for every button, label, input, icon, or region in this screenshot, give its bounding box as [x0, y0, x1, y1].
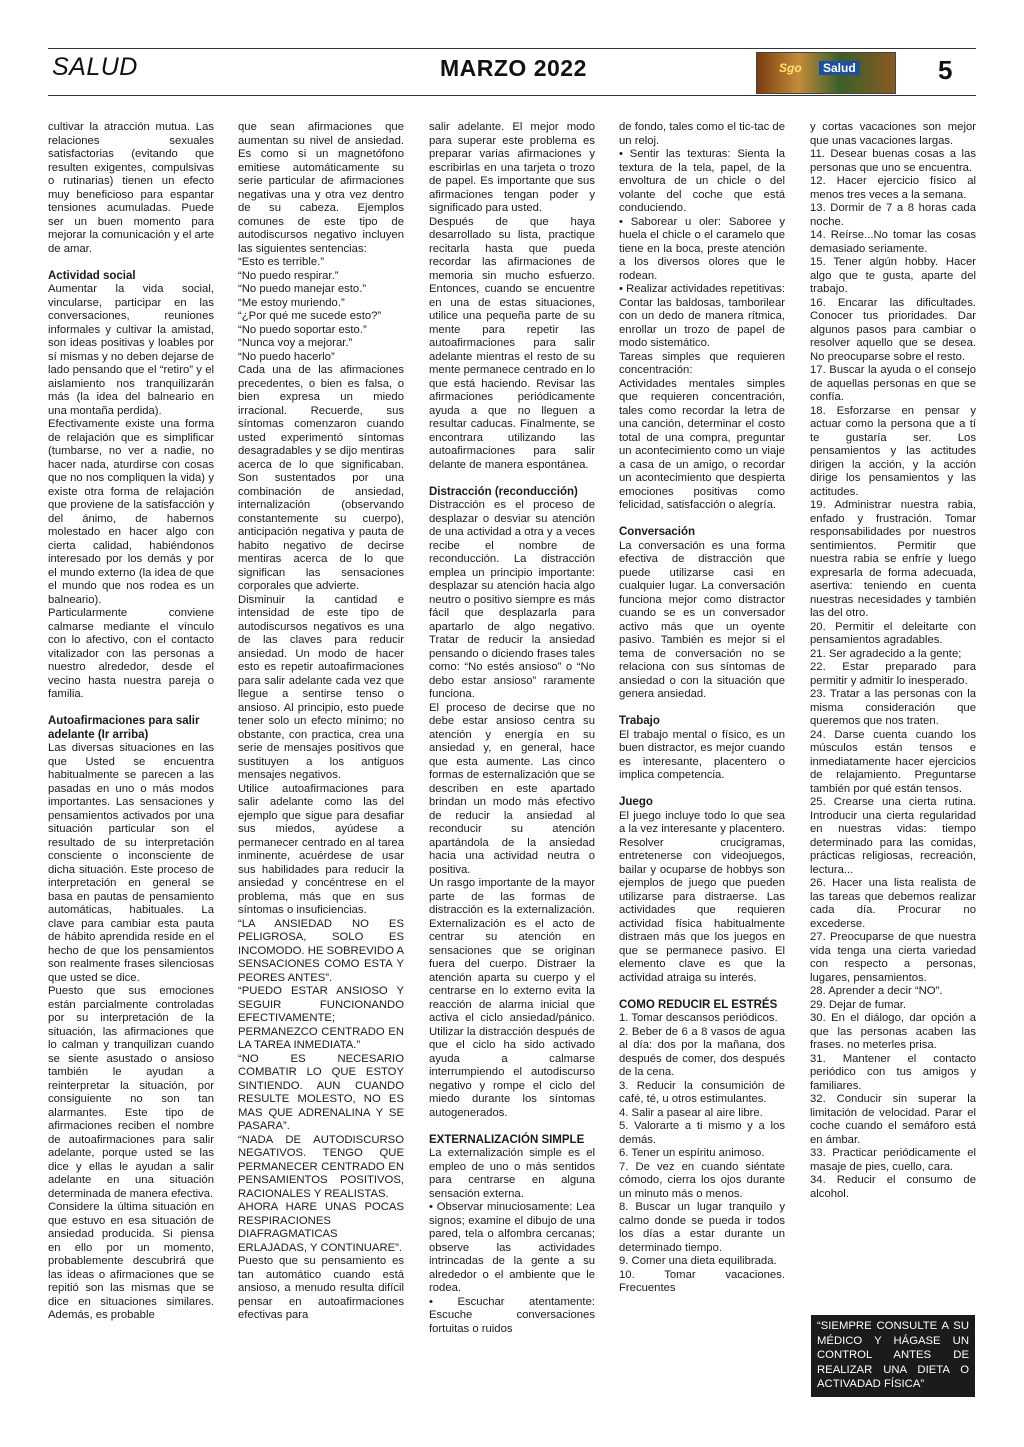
paragraph: y cortas vacaciones son mejor que unas vacaciones largas. [810, 121, 976, 147]
advice-callout-box: “SIEMPRE CONSULTE A SU MÉDICO Y HÁGASE UN CONTROL ANTES DE REALIZAR UNA DIETA O ACTIVADAD FÍSICA” [811, 1315, 975, 1397]
paragraph: 27. Preocuparse de que nuestra vida tenga una cierta variedad con respecto a personas, lugares, pensamientos. [810, 931, 976, 984]
logo-text-right: Salud [819, 61, 860, 75]
paragraph: cultivar la atracción mutua. Las relaciones sexuales satisfactorias (evitando que resulten exigentes, compulsivas o rutinarias) tienen un efecto muy beneficioso para espantar tensiones acumuladas. Puede ser un buen momento para mejorar la comunicación y el arte de amar. [48, 121, 214, 255]
paragraph: 19. Administrar nuestra rabia, enfado y frustración. Tomar responsabilidades por nuestros sentimientos. Permitir que nuestra rabia se enfríe y luego expresarla de forma adecuada, asertiva: teniendo en cuenta nuestras necesidades y también las del otro. [810, 499, 976, 619]
paragraph: que sean afirmaciones que aumentan su nivel de ansiedad. Es como si un magnetófono emitiese automáticamente su serie particular de afirmaciones negativas una y otra vez dentro de su cabeza. Ejemplos comunes de este tipo de autodiscursos negativo incluyen las siguientes sentencias: [238, 121, 404, 255]
paragraph: 6. Tener un espíritu animoso. [619, 1147, 765, 1159]
paragraph-spacer [48, 702, 214, 716]
paragraph: Actividades mentales simples que requieren concentración, tales como recordar la letra de una canción, determinar el costo total de una compra, preguntar un acontecimiento como un viaje a casa de un amigo, o recordar un acontecimiento que despierta emociones positivas como felicidad, satisfacción o alegría. [619, 377, 785, 511]
article-column-3 [429, 121, 595, 1336]
paragraph: Aumentar la vida social, vincularse, participar en las conversaciones, reuniones informales y cultivar la amistad, son ideas positivas y loables por sí mismas y no deben dejarse de lado pensando que el “retiro” y el aislamiento nos tranquilizarán más (la idea del balneario en una montaña perdida). [48, 283, 214, 417]
section-heading: EXTERNALIZACIÓN SIMPLE [429, 1133, 585, 1146]
section-heading: Conversación [619, 526, 696, 538]
paragraph: 24. Darse cuenta cuando los músculos están tensos e inmediatamente hacer ejercicios de relajamiento. Preguntarse también por qué están tensos. [810, 728, 976, 795]
paragraph: 28. Aprender a decir “NO”. [810, 985, 943, 997]
paragraph: 26. Hacer una lista realista de las tareas que debemos realizar cada día. Procurar no excederse. [810, 877, 976, 930]
paragraph: Después de que haya desarrollado su lista, practique recitarla hasta que pueda recordar las afirmaciones de memoria sin mucho esfuerzo. Entonces, cuando se encuentre en una de estas situaciones, utilice una pequeña parte de su mente para repetir las autoafirmaciones para salir adelante mientras el resto de su mente permanece centrado en lo que está haciendo. Revisar las afirmaciones periódicamente ayuda a que no lleguen a resultar caducas. Finalmente, se encontrara utilizando las autoafirmaciones para salir delante de manera espontánea. [429, 215, 595, 471]
paragraph: Considere la última situación en que estuvo en esa situación de ansiedad producida. Si piensa en ello por un momento, probablemente descubrirá que las ideas o afirmaciones que se repitió son las mismas que se dice en situaciones similares. Además, es probable [48, 1201, 214, 1321]
paragraph: “Esto es terrible.” [238, 256, 325, 268]
paragraph: • Realizar actividades repetitivas: Contar las baldosas, tamborilear con un dedo de manera rítmica, enrollar un trozo de papel de modo sistemático. [619, 283, 785, 349]
paragraph: 34. Reducir el consumo de alcohol. [810, 1174, 976, 1200]
paragraph: “PUEDO ESTAR ANSIOSO Y SEGUIR FUNCIONANDO EFECTIVAMENTE; PERMANEZCO CENTRADO EN LA TAREA INMEDIATA.” [238, 985, 404, 1051]
paragraph: Puesto que su pensamiento es tan automático cuando está ansioso, a menudo resulta difícil pensar en autoafirmaciones efectivas para [238, 1255, 404, 1321]
paragraph: “Nunca voy a mejorar.” [238, 337, 353, 349]
paragraph: La conversación es una forma efectiva de distracción que puede utilizarse casi en cualquier lugar. La conversación funciona mejor como distractor cuando se es un conversador activo más que un oyente pasivo. También es mejor si el tema de conversación no se relaciona con sus síntomas de ansiedad o con la situación que genera ansiedad. [619, 539, 785, 700]
paragraph: 12. Hacer ejercicio físico al menos tres veces a la semana. [810, 175, 976, 201]
section-heading: Autoafirmaciones para salir adelante (Ir arriba) [48, 715, 200, 741]
paragraph: 17. Buscar la ayuda o el consejo de aquellas personas en que se confía. [810, 364, 976, 403]
paragraph-spacer [619, 783, 785, 797]
article-column-2 [238, 121, 404, 1323]
section-heading: Actividad social [48, 269, 136, 282]
paragraph: “No puedo hacerlo” [238, 350, 335, 363]
section-heading: COMO REDUCIR EL ESTRÉS [619, 998, 778, 1011]
paragraph-spacer [619, 513, 785, 527]
paragraph: 3. Reducir la consumición de café, té, u otros estimulantes. [619, 1079, 785, 1105]
paragraph: 11. Desear buenas cosas a las personas que uno se encuentra. [810, 148, 976, 174]
paragraph: de fondo, tales como el tic-tac de un reloj. [619, 121, 785, 147]
page-header [48, 48, 976, 96]
paragraph: Particularmente conviene calmarse mediante el vínculo con lo afectivo, con el contacto vitalizador con las personas a nuestro alrededor, desde el vecino hasta nuestra pareja o familia. [48, 607, 214, 700]
paragraph: salir adelante. El mejor modo para superar este problema es preparar varias afirmaciones y escribirlas en una tarjeta o trozo de papel. Es importante que sus afirmaciones tengan poder y significado para usted. [429, 121, 595, 214]
paragraph: 4. Salir a pasear al aire libre. [619, 1106, 763, 1119]
paragraph: • Escuchar atentamente: Escuche conversaciones fortuitas o ruidos [429, 1295, 595, 1335]
paragraph: 20. Permitir el deleitarte con pensamientos agradables. [810, 620, 976, 646]
paragraph: 10. Tomar vacaciones. Frecuentes [619, 1268, 785, 1294]
paragraph: • Sentir las texturas: Sienta la textura de la tela, papel, de la envoltura de un chicle o del volante del coche que está conduciendo. [619, 148, 785, 214]
paragraph: 18. Esforzarse en pensar y actuar como la persona que a tí te gustaría ser. Los pensamientos y las actitudes dirigen la acción, y la acción dirige los pensamientos y las actitudes. [810, 404, 976, 498]
paragraph: “No puedo soportar esto.” [238, 323, 367, 336]
paragraph: 15. Tener algún hobby. Hacer algo que te gusta, aparte del trabajo. [810, 256, 976, 295]
paragraph: 13. Dormir de 7 a 8 horas cada noche. [810, 202, 976, 228]
paragraph: “No puedo respirar.” [238, 269, 339, 282]
section-heading: Distracción (reconducción) [429, 485, 578, 498]
paragraph: Cada una de las afirmaciones precedentes, o bien es falsa, o bien expresa un miedo irracional. Recuerde, sus síntomas comenzaron cuando usted experimentó síntomas desagradables y se dijo mentiras acerca de lo que significaban. Son sustentados por una combinación de ansiedad, internalización (observando constantemente su cuerpo), anticipación negativa y pauta de habito negativo de decirse mentiras acerca de lo que significan las sensaciones corporales que advierte. [238, 364, 404, 592]
paragraph: 2. Beber de 6 a 8 vasos de agua al día: dos por la mañana, dos después de comer, dos después de la cena. [619, 1025, 785, 1078]
paragraph: 23. Tratar a las personas con la misma consideración que queremos que nos traten. [810, 688, 976, 727]
paragraph: Las diversas situaciones en las que Usted se encuentra habitualmente se parecen a las pasadas en uno o más modos importantes. Las sensaciones y pensamientos activados por una situación particular son el resultado de su interpretación consciente o inconsciente de dicha situación. Este proceso de interpretación en general se basa en pautas de pensamiento automáticas, habituales. La clave para cambiar esta pauta de hábito aprendida reside en el hecho de que los pensamientos son realmente frases silenciosas que usted se dice. [48, 742, 214, 984]
paragraph-spacer [619, 985, 785, 999]
paragraph: 7. De vez en cuando siéntate cómodo, cierra los ojos durante un minuto más o menos. [619, 1160, 785, 1200]
paragraph: 1. Tomar descansos periódicos. [619, 1012, 778, 1024]
paragraph: El juego incluye todo lo que sea a la vez interesante y placentero. Resolver crucigramas, entretenerse con videojuegos, bailar y ocuparse de hobbys son ejemplos de juego que pueden utilizarse para distraerse. Las actividades que requieren actividad física habitualmente distraen más que los juegos en que se permanece pasivo. El elemento clave es que la actividad atraiga su interés. [619, 809, 785, 984]
paragraph: Disminuir la cantidad e intensidad de este tipo de autodiscursos negativos es una de las claves para reducir ansiedad. Un modo de hacer esto es repetir autoafirmaciones para salir adelante cada vez que llegue a sentirse tenso o ansioso. Al principio, esto puede tener solo un efecto mínimo; no obstante, con practica, crea una serie de mensajes positivos que sustituyen a los antiguos mensajes negativos. [238, 593, 404, 781]
paragraph-spacer [429, 472, 595, 486]
article-column-1 [48, 121, 214, 1323]
paragraph: 16. Encarar las dificultades. Conocer tus prioridades. Dar algunos pasos para cambiar o resolver aquello que se desea. No preocuparse sobre el resto. [810, 296, 976, 363]
paragraph: “NADA DE AUTODISCURSO NEGATIVOS. TENGO QUE PERMANECER CENTRADO EN PENSAMIENTOS POSITIVOS, RACIONALES Y REALISTAS. [238, 1133, 404, 1200]
paragraph: “LA ANSIEDAD NO ES PELIGROSA, SOLO ES INCOMODO. HE SOBREVIDO A SENSACIONES COMO ESTA Y PEORES ANTES”. [238, 917, 404, 984]
paragraph: 29. Dejar de fumar. [810, 998, 907, 1011]
paragraph: “Me estoy muriendo.” [238, 296, 345, 309]
paragraph: • Saborear u oler: Saboree y huela el chicle o el caramelo que tiene en la boca, preste atención a los diversos olores que le rodean. [619, 215, 785, 282]
paragraph: El proceso de decirse que no debe estar ansioso centra su atención y energía en su ansiedad y, en general, hace que esta aumente. Las cinco formas de esternalización que se describen en este apartado brindan un modo más efectivo de reducir la ansiedad al reconducir su atención apartándola de la ansiedad hacia una actividad neutra o positiva. [429, 701, 595, 876]
paragraph: Puesto que sus emociones están parcialmente controladas por su interpretación de la situación, las afirmaciones que lo calman y tranquilizan cuando se siente asustado o ansioso también le ayudan a reinterpretar la situación, por consiguiente no son tan alarmantes. Este tipo de afirmaciones reciben el nombre de autoafirmaciones para salir adelante, porque usted se las dice y ellas le ayudan a salir adelante en una situación determinada de manera efectiva. [48, 985, 214, 1200]
paragraph: 30. En el diálogo, dar opción a que las personas acaben las frases. no meterles prisa. [810, 1012, 976, 1051]
paragraph: “¿Por qué me sucede esto?” [238, 310, 382, 322]
article-column-5 [810, 121, 976, 1201]
publication-logo [756, 52, 896, 94]
paragraph: 31. Mantener el contacto periódico con tus amigos y familiares. [810, 1052, 976, 1092]
paragraph-spacer [429, 1120, 595, 1134]
section-heading: Juego [619, 796, 653, 808]
paragraph: 33. Practicar periódicamente el masaje de pies, cuello, cara. [810, 1147, 976, 1173]
section-heading: Trabajo [619, 715, 660, 727]
paragraph: 5. Valorarte a ti mismo y a los demás. [619, 1120, 785, 1146]
paragraph-spacer [48, 256, 214, 270]
paragraph: • Observar minuciosamente: Lea signos; examine el dibujo de una pared, tela o alfombra cercanas; observe las actividades intrincadas de la gente a su alrededor o el ambiente que le rodea. [429, 1201, 595, 1294]
paragraph: 32. Conducir sin superar la limitación de velocidad. Parar el coche cuando el semáforo está en ámbar. [810, 1093, 976, 1146]
issue-date: MARZO 2022 [440, 55, 587, 81]
paragraph: La externalización simple es el empleo de uno o más sentidos para centrarse en alguna sensación externa. [429, 1147, 595, 1200]
paragraph: 9. Comer una dieta equilibrada. [619, 1255, 777, 1267]
paragraph: 14. Reírse...No tomar las cosas demasiado seriamente. [810, 229, 976, 255]
section-title: SALUD [52, 53, 138, 81]
page-number: 5 [938, 55, 953, 85]
paragraph: “NO ES NECESARIO COMBATIR LO QUE ESTOY SINTIENDO. AUN CUANDO RESULTE MOLESTO, NO ES MAS QUE ADRENALINA Y SE PASARA”. [238, 1052, 404, 1132]
paragraph: 8. Buscar un lugar tranquilo y calmo donde se pueda ir todos los días a estar durante un determinado tiempo. [619, 1201, 785, 1254]
paragraph: Tareas simples que requieren concentración: [619, 350, 785, 376]
paragraph: 25. Crearse una cierta rutina. Introducir una cierta regularidad en nuestras vidas: tiempo determinado para las comidas, prácticas religiosas, recreación, lectura... [810, 796, 976, 876]
paragraph: AHORA HARE UNAS POCAS RESPIRACIONES DIAFRAGMATICAS ERLAJADAS, Y CONTINUARE”. [238, 1201, 404, 1254]
paragraph: “No puedo manejar esto.” [238, 283, 367, 295]
logo-text-left: Sgo [779, 61, 802, 75]
article-column-4 [619, 121, 785, 1296]
paragraph-spacer [619, 702, 785, 716]
paragraph: Efectivamente existe una forma de relajación que es simplificar (tumbarse, no ver a nadie, no hacer nada, aturdirse con cosas que no nos compliquen la vida) y existe otra forma de relajación que proviene de la satisfacción y del ánimo, de habernos molestado en hacer algo con cierta calidad, habiéndonos interesado por los demás y por el mundo externo (la idea de que el mundo que nos rodea es un balneario). [48, 418, 214, 606]
paragraph: Un rasgo importante de la mayor parte de las formas de distracción es la externalización. Externalización es el acto de centrar su atención en sensaciones que se originan fuera del cuerpo. Distraer la atención aparta su cuerpo y el centrarse en lo externo evita la reacción de alarma inicial que activa el ciclo ansiedad/pánico. Utilizar la distracción después de que el ciclo ha sido activado ayuda a calmarse interrumpiendo el autodiscurso negativo y rompe el ciclo del miedo durante los síntomas autogenerados. [429, 877, 595, 1119]
paragraph: 21. Ser agradecido a la gente; [810, 647, 962, 660]
paragraph: Utilice autoafirmaciones para salir adelante como las del ejemplo que sigue para desafiar sus miedos, ayúdese a permanecer centrado en al tarea inminente, acuérdese de usar sus habilidades para reducir la ansiedad y concéntrese en el problema, más que en sus síntomas o insuficiencias. [238, 782, 404, 916]
paragraph: El trabajo mental o físico, es un buen distractor, es mejor cuando es interesante, placentero o implica competencia. [619, 728, 785, 781]
paragraph: 22. Estar preparado para permitir y admitir lo inesperado. [810, 661, 976, 687]
paragraph: Distracción es el proceso de desplazar o desviar su atención de una actividad a otra y a veces recibe el nombre de reconducción. La distracción emplea un principio importante: desplazar su atención hacia algo neutro o positivo siempre es más fácil que desplazarla para apartarlo de algo negativo. Tratar de reducir la ansiedad pensando o diciendo frases tales como: “No estés ansioso” o “No debo estar ansioso” raramente funciona. [429, 499, 595, 700]
